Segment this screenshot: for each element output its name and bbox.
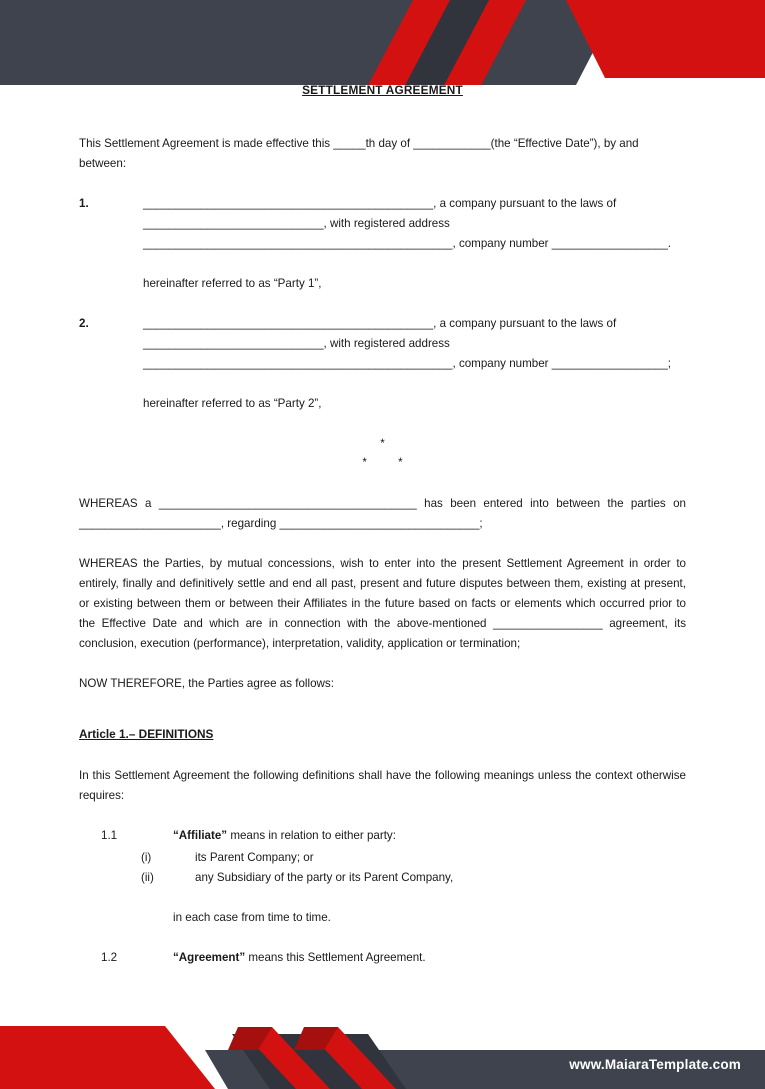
definition-text: means in relation to either party:	[227, 829, 396, 842]
footer-banner-graphic	[0, 1009, 765, 1089]
intro-paragraph: This Settlement Agreement is made effective this _____th day of ____________(the “Effective Date”), by and between:	[79, 137, 639, 170]
definition-term: “Agreement”	[173, 951, 246, 964]
party-body: _____________________________________________, a company pursuant to the laws of ____________________________, with registered address ________________________________________________, company number __________________.	[143, 197, 672, 250]
party-number: 2.	[79, 317, 89, 330]
asterisk-row-top: *	[380, 437, 385, 450]
party-reference-2: hereinafter referred to as “Party 2”,	[143, 397, 322, 410]
definition-subitem-i	[79, 848, 686, 868]
now-therefore-paragraph: NOW THEREFORE, the Parties agree as follows:	[79, 677, 334, 690]
party-body: _____________________________________________, a company pursuant to the laws of ____________________________, with registered address ________________________________________________, company number __________________;	[143, 317, 672, 370]
definition-number: 1.2	[101, 951, 118, 964]
whereas-paragraph-1: WHEREAS a ________________________________________ has been entered into between the parties on ______________________, regarding _______________________________;	[79, 497, 686, 530]
definition-tail-1-1: in each case from time to time.	[173, 911, 331, 924]
subitem-marker: (ii)	[141, 871, 154, 884]
spacer	[79, 928, 686, 948]
definition-item-1-2	[79, 948, 686, 968]
definition-number: 1.1	[101, 829, 118, 842]
subitem-text: its Parent Company; or	[195, 851, 314, 864]
party-number: 1.	[79, 197, 89, 210]
header-banner	[0, 0, 765, 85]
subitem-text: any Subsidiary of the party or its Parent Company,	[195, 871, 454, 884]
definition-item-1-1	[79, 826, 686, 846]
article-1-heading: Article 1.– DEFINITIONS	[79, 727, 214, 741]
party-reference-1: hereinafter referred to as “Party 1”,	[143, 277, 322, 290]
whereas-paragraph-2: WHEREAS the Parties, by mutual concessions, wish to enter into the present Settlement Agreement in order to entirely, finally and definitively settle and end all past, present and future disputes between them, existing at present, or existing between them or between their Affiliates in the future based on facts or elements which occurred prior to the Effective Date and which are in connection with the above-mentioned _________________ agreement, its conclusion, execution (performance), interpretation, validity, application or termination;	[79, 557, 686, 650]
footer-banner	[0, 1009, 765, 1089]
asterisk-row-bottom: * *	[362, 456, 417, 469]
header-banner-graphic	[0, 0, 765, 85]
definition-term: “Affiliate”	[173, 829, 228, 842]
subitem-marker: (i)	[141, 851, 152, 864]
definitions-intro: In this Settlement Agreement the following definitions shall have the following meanings unless the context otherwise requires:	[79, 769, 686, 802]
definition-subitem-ii	[79, 868, 686, 888]
definition-text: means this Settlement Agreement.	[245, 951, 426, 964]
footer-website-url[interactable]: www.MaiaraTemplate.com	[569, 1057, 741, 1072]
page-title: SETTLEMENT AGREEMENT	[302, 83, 463, 97]
party-clause-1	[79, 194, 686, 254]
document-content	[79, 80, 686, 970]
party-clause-2	[79, 314, 686, 374]
asterisk-separator	[79, 434, 686, 472]
